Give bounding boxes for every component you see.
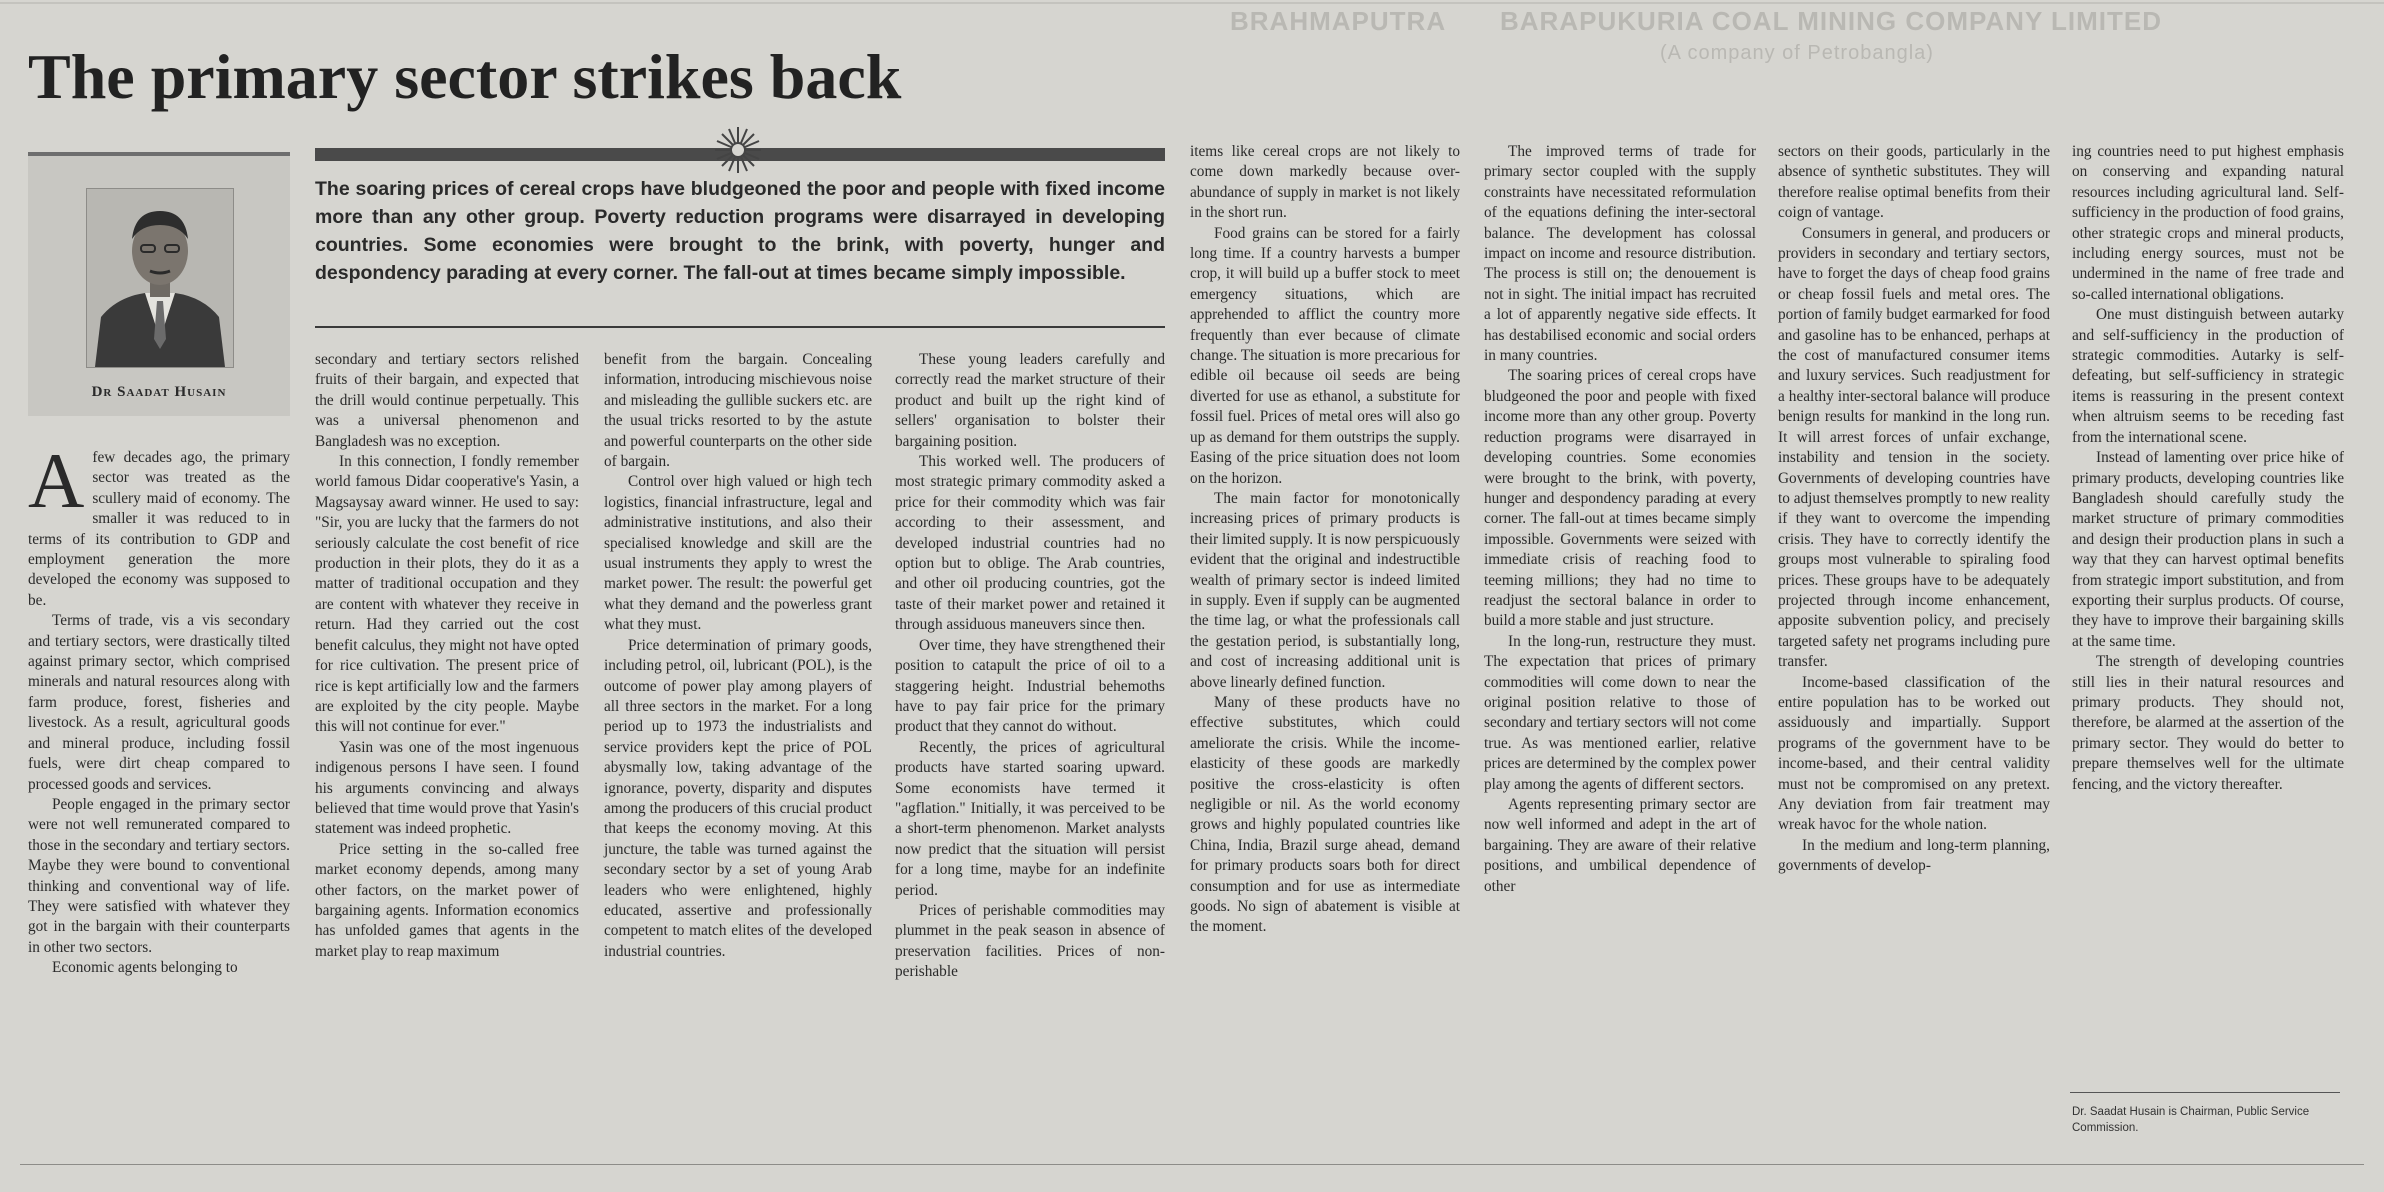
article-column-1: [28, 437, 290, 979]
article-column-7: [1778, 142, 2050, 877]
bleed-through-header-right: BARAPUKURIA COAL MINING COMPANY LIMITED: [1500, 6, 2163, 36]
article-paragraph: In the medium and long-term planning, governments of develop-: [1778, 836, 2050, 875]
article-paragraph: Agents representing primary sector are now well informed and adept in the art of bargaining. They are aware of their relative positions, and umbilical dependence of other: [1484, 796, 1756, 895]
article-column-2: [315, 350, 579, 962]
article-paragraph: items like cereal crops are not likely to come down markedly because over-abundance of supply in market is not likely in the short run.: [1190, 143, 1460, 222]
article-paragraph: The strength of developing countries still lies in their natural resources and primary products. They should not, therefore, be alarmed at the assertion of the primary sector. They would do better to prepare themselves well for the ultimate fencing, and the victory thereafter.: [2072, 653, 2344, 793]
article-paragraph: Yasin was one of the most ingenuous indigenous persons I have seen. I found his arguments convincing and always believed that time would prove that Yasin's statement was indeed prophetic.: [315, 738, 579, 838]
author-photo-box: [28, 152, 290, 416]
article-column-6: [1484, 142, 1756, 897]
article-column-3: [604, 350, 872, 962]
author-name: Dr Saadat Husain: [91, 384, 227, 400]
pull-quote-box: [315, 145, 1165, 328]
article-paragraph: In this connection, I fondly remember world famous Didar cooperative's Yasin, a Magsaysay award winner. He used to say: "Sir, you are lucky that the farmers do not seriously calculate the cost benefit of rice production in their plots, they do it as a matter of traditional occupation and they are content with whatever they receive in return. Had they carried out the cost benefit calculus, they might not have opted for rice cultivation. The present price of rice is kept artificially low and the farmers are exploited by the city people. Maybe this will not continue for ever.": [315, 453, 579, 736]
top-rule: [0, 2, 2384, 4]
article-paragraph: This worked well. The producers of most strategic primary commodity asked a price for their commodity which was fair according to their assessment, and developed industrial countries had no option but to oblige. The Arab countries, and other oil producing countries, got the taste of their market power and retained it through assiduous maneuvers since then.: [895, 453, 1165, 634]
article-paragraph: In the long-run, restructure they must. The expectation that prices of primary commodities will come down to near the original position relative to those of secondary and tertiary sectors will not come true. As was mentioned earlier, relative prices are determined by the complex power play among the agents of different sectors.: [1484, 632, 1756, 793]
article-paragraph: People engaged in the primary sector were not well remunerated compared to those in the secondary and tertiary sectors. Maybe they were bound to conventional thinking and conventional way of life. They were satisfied with whatever they got in the bargain with their counterparts in other two sectors.: [28, 795, 290, 956]
pull-quote-text: The soaring prices of cereal crops have bludgeoned the poor and people with fixed income more than any other group. Poverty reduction programs were disarrayed in developing countries. Some economies were brought to the brink, with poverty, hunger and despondency parading at every corner. The fall-out at times became simply impossible.: [315, 178, 1165, 284]
article-paragraph: benefit from the bargain. Concealing information, introducing mischievous noise and misleading the gullible suckers etc. are the usual tricks resorted to by the astute and powerful counterparts on the other side of bargain.: [604, 351, 872, 471]
author-photo: [86, 188, 234, 368]
article-paragraph: Over time, they have strengthened their position to catapult the price of oil to a staggering height. Industrial behemoths have to pay fair price for the primary product that they cannot do without.: [895, 636, 1165, 736]
author-bio: Dr. Saadat Husain is Chairman, Public Service Commission.: [2072, 1106, 2310, 1134]
article-paragraph: These young leaders carefully and correctly read the market structure of their product and built up the right kind of sellers' organisation to bolster their bargaining position.: [895, 351, 1165, 450]
article-column-4: [895, 350, 1165, 983]
article-paragraph: Price setting in the so-called free market economy depends, among many other factors, on the market power of bargaining agents. Information economics has unfolded games that agents in the market play to reap maximum: [315, 840, 579, 960]
article-paragraph: Control over high valued or high tech logistics, financial infrastructure, legal and administrative institutions, and also their specialised knowledge and skill are the usual instruments they apply to wrest the market power. The result: the powerful get what they demand and the powerless grant what they must.: [604, 473, 872, 634]
article-paragraph: secondary and tertiary sectors relished fruits of their bargain, and expected that the drill would continue perpetually. This was a universal phenomenon and Bangladesh was no exception.: [315, 351, 579, 450]
article-paragraph: Economic agents belonging to: [52, 959, 238, 977]
article-paragraph: Food grains can be stored for a fairly long time. If a country harvests a bumper crop, it will build up a buffer stock to meet emergency situations, which are apprehended to afflict the country more frequently than ever because of climate change. The situation is more precarious for edible oil because oil seeds are being diverted for use as ethanol, a substitute for fossil fuel. Prices of metal ores will also go up as demand for them outstrips the supply. Easing of the price situation does not loom on the horizon.: [1190, 224, 1460, 487]
pull-quote-bottom-rule: [315, 326, 1165, 328]
article-paragraph: Recently, the prices of agricultural products have started soaring upward. Some economists have termed it "agflation." Initially, it was perceived to be a short-term phenomenon. Market analysts now predict that the situation will persist for a long time, maybe for an indefinite period.: [895, 738, 1165, 899]
article-column-5: [1190, 142, 1460, 938]
article-paragraph: Many of these products have no effective substitutes, which could ameliorate the crisis. While the income-elasticity of these goods are markedly positive the cross-elasticity is often negligible or nil. As the world economy grows and highly populated countries like China, India, Brazil surge ahead, demand for primary products soars both for direct consumption and for use as intermediate goods. No sign of abatement is visible at the moment.: [1190, 693, 1460, 936]
article-paragraph: The improved terms of trade for primary sector coupled with the supply constraints have necessitated reformulation of the equations defining the inter-sectoral balance. The development has colossal impact on income and resource distribution. The process is still on; the denouement is not in sight. The initial impact has recruited a lot of apparently negative side effects. It has destabilised economic and social orders in many countries.: [1484, 143, 1756, 365]
starburst-icon: [713, 125, 763, 175]
article-paragraph: The main factor for monotonically increasing prices of primary products is their limited supply. It is now perspicuously evident that the original and indestructible wealth of primary sector is indeed limited in supply. Even if supply can be augmented the time lag, or what the professionals call the gestation period, is substantially long, and cost of increasing additional unit is above linearly defined function.: [1190, 489, 1460, 691]
article-paragraph: Income-based classification of the entire population has to be worked out assiduously and impartially. Support programs of the government have to be income-based, and their central validity must not be compromised on any pretext. Any deviation from fair treatment may wreak havoc for the whole nation.: [1778, 673, 2050, 834]
headline: The primary sector strikes back: [28, 41, 902, 112]
bleed-through-header-sub: (A company of Petrobangla): [1660, 42, 1934, 64]
article-paragraph: sectors on their goods, particularly in the absence of synthetic substitutes. They will therefore realise optimal benefits from their coign of vantage.: [1778, 143, 2050, 222]
article-paragraph: Prices of perishable commodities may plummet in the peak season in absence of preservation facilities. Prices of non-perishable: [895, 901, 1165, 981]
bleed-through-header-left: BRAHMAPUTRA: [1230, 6, 1447, 36]
author-portrait-image: [87, 189, 233, 367]
article-paragraph: Price determination of primary goods, including petrol, oil, lubricant (POL), is the outcome of power play among players of all three sectors in the market. For a long period up to 1973 the industrialists and service providers kept the price of POL abysmally low, taking advantage of the ignorance, poverty, disparity and disputes among the producers of this crucial product that keeps the economy moving. At this juncture, the table was turned against the secondary sector by a set of young Arab leaders who were enlightened, highly educated, assertive and professionally competent to match elites of the developed industrial countries.: [604, 636, 872, 960]
article-paragraph: Terms of trade, vis a vis secondary and tertiary sectors, were drastically tilted against primary sector, which comprised minerals and natural resources along with farm produce, forest, fisheries and livestock. As a result, agricultural goods and mineral produce, including fossil fuels, were dirt cheap compared to processed goods and services.: [28, 612, 290, 793]
bio-rule: [2070, 1092, 2340, 1093]
bottom-rule: [20, 1164, 2364, 1165]
article-paragraph: Afew decades ago, the primary sector was treated as the scullery maid of economy. The smaller it was reduced to in terms of its contribution to GDP and employment generation the more developed the economy was supposed to be.: [28, 437, 290, 609]
article-paragraph: Consumers in general, and producers or providers in secondary and tertiary sectors, have to forget the days of cheap food grains or cheap fossil fuels and metal ores. The portion of family budget earmarked for food and gasoline has to be enhanced, perhaps at the cost of manufactured consumer items and luxury services. Such readjustment for a healthy inter-sectoral balance will produce benign results for mankind in the long run. It will arrest forces of unfair exchange, instability and tension in the society. Governments of developing countries have to adjust themselves promptly to new reality if they want to overcome the impending crisis. They have to correctly identify the groups most vulnerable to spiraling food prices. These groups have to be adequately projected through income enhancement, apposite subvention policy, and precisely targeted safety net programs including pure transfer.: [1778, 224, 2050, 671]
article-paragraph: The soaring prices of cereal crops have bludgeoned the poor and people with fixed income more than any other group. Poverty reduction programs were disarrayed in developing countries. Some economies were brought to the brink, with poverty, hunger and despondency parading at every corner. The fall-out at times became simply impossible. Governments were seized with immediate crisis of reaching food to teeming millions; they had no time to readjust the sectoral balance in order to build a more stable and just structure.: [1484, 367, 1756, 630]
article-paragraph: ing countries need to put highest emphasis on conserving and expanding natural resources including agricultural land. Self-sufficiency in the production of food grains, other strategic crops and mineral products, including energy sources, must not be undermined in the name of free trade and so-called international obligations.: [2072, 143, 2344, 303]
drop-cap: A: [28, 437, 85, 524]
article-column-8: [2072, 142, 2344, 795]
article-paragraph: One must distinguish between autarky and self-sufficiency in the production of strategic commodities. Autarky is self-defeating, but self-sufficiency in strategic items is reassuring in the present context when altruism seems to be receding fast from the international scene.: [2072, 306, 2344, 446]
article-paragraph: Instead of lamenting over price hike of primary products, developing countries like Bangladesh should carefully study the market structure of primary commodities and design their production plans in such a way that they can harvest optimal benefits from strategic import substitution, and from exporting their surplus products. Of course, they have to improve their bargaining skills at the same time.: [2072, 449, 2344, 650]
